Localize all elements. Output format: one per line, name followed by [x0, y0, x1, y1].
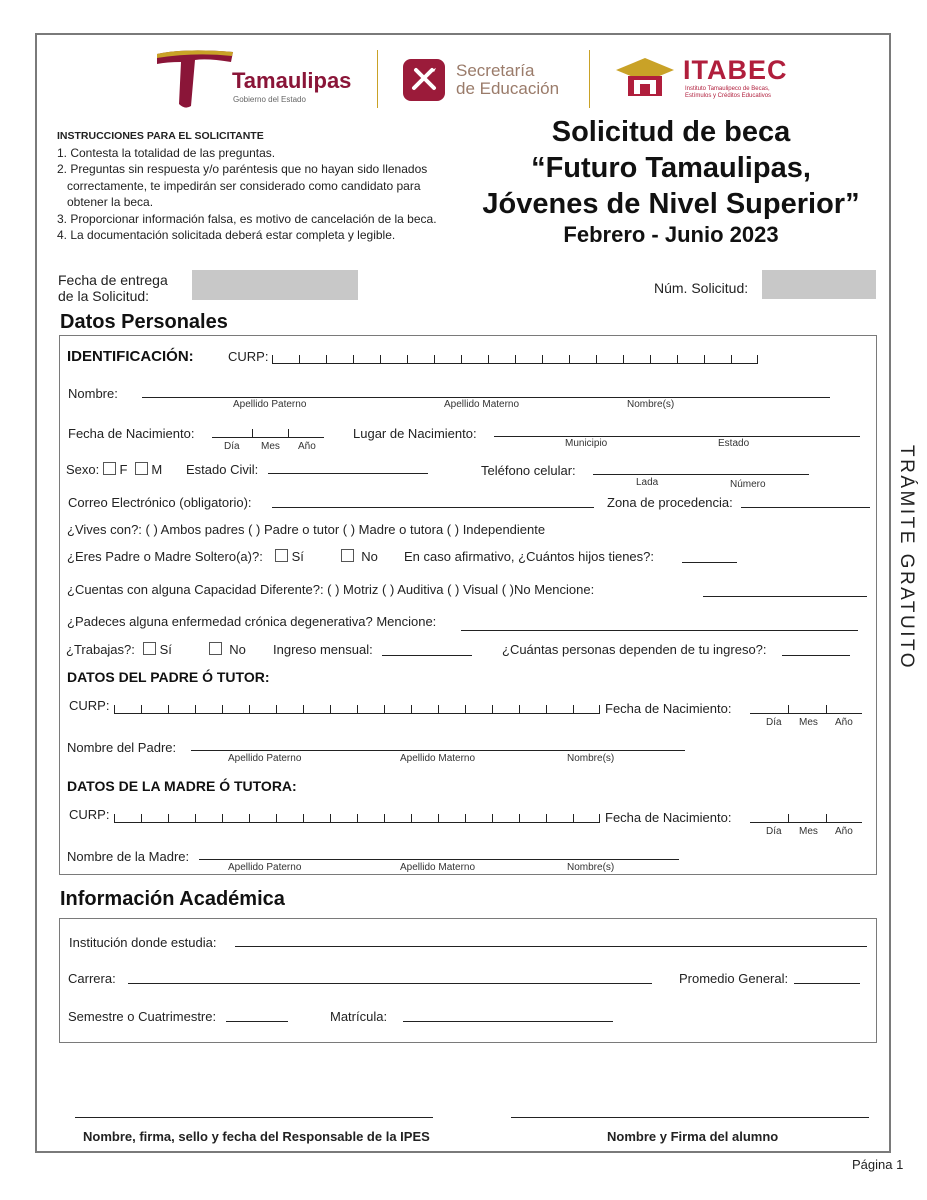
curp-tick [546, 814, 547, 822]
instructions [57, 128, 437, 244]
mother-curp-label: CURP: [69, 807, 110, 822]
curp-tick [249, 814, 250, 822]
civil-status-label: Estado Civil: [186, 462, 259, 477]
secretaria-line2: de Educación [456, 79, 560, 98]
civil-status-input[interactable] [268, 473, 428, 474]
birthdate-input[interactable] [212, 428, 324, 438]
curp-tick [515, 355, 516, 363]
curp-tick [195, 705, 196, 713]
curp-tick [434, 355, 435, 363]
secretaria-logo-icon [402, 58, 446, 102]
no-label: No [361, 549, 378, 564]
curp-tick [465, 705, 466, 713]
curp-tick [492, 814, 493, 822]
curp-tick [299, 355, 300, 363]
curp-tick [114, 705, 115, 713]
state-caption: Estado [718, 438, 750, 449]
secretaria-line1: Secretaría [456, 61, 535, 80]
personal-data-box [59, 335, 877, 875]
curp-tick [330, 814, 331, 822]
institution-label: Institución donde estudia: [69, 935, 217, 950]
curp-tick [573, 814, 574, 822]
ipes-signature-label: Nombre, firma, sello y fecha del Responsable de la IPES [83, 1129, 430, 1144]
form-title [436, 114, 906, 222]
personal-data-heading: Datos Personales [60, 311, 228, 333]
works-no-checkbox[interactable] [209, 642, 222, 655]
origin-zone-label: Zona de procedencia: [607, 495, 733, 510]
curp-tick [222, 814, 223, 822]
dependents-input[interactable] [782, 655, 850, 656]
year-caption: Año [835, 717, 853, 728]
institution-input[interactable] [235, 946, 867, 947]
delivery-label1: Fecha de entrega [58, 272, 168, 288]
works-yes-checkbox[interactable] [143, 642, 156, 655]
curp-tick [380, 355, 381, 363]
mother-heading: DATOS DE LA MADRE Ó TUTORA: [67, 778, 297, 794]
curp-tick [195, 814, 196, 822]
male-label: M [151, 462, 163, 477]
day-caption: Día [766, 826, 782, 837]
itabec-sub2: Estímulos y Créditos Educativos [685, 93, 772, 99]
curp-tick [357, 705, 358, 713]
curp-tick [407, 355, 408, 363]
paternal-surname-caption: Apellido Paterno [228, 862, 302, 873]
curp-tick [276, 814, 277, 822]
dependents-label: ¿Cuántas personas dependen de tu ingreso?: [502, 642, 767, 657]
no-label: No [229, 642, 246, 657]
curp-input[interactable] [272, 354, 758, 364]
birthdate-label: Fecha de Nacimiento: [68, 426, 195, 441]
instructions-title: INSTRUCCIONES PARA EL SOLICITANTE [57, 130, 264, 142]
chronic-disease-label: ¿Padeces alguna enfermedad crónica degenerativa? Mencione: [67, 614, 437, 629]
male-checkbox[interactable] [135, 462, 148, 475]
single-parent-yes[interactable] [275, 549, 304, 564]
curp-tick [330, 705, 331, 713]
curp-tick [677, 355, 678, 363]
curp-tick [384, 814, 385, 822]
curp-tick [599, 705, 600, 713]
itabec-sub [685, 86, 771, 100]
curp-tick [546, 705, 547, 713]
header-divider [589, 50, 590, 108]
father-birthdate-label: Fecha de Nacimiento: [605, 701, 732, 716]
father-curp-label: CURP: [69, 698, 110, 713]
yes-label: Sí [159, 642, 172, 657]
curp-tick [596, 355, 597, 363]
secretaria-name [456, 62, 559, 98]
instruction-item: correctamente, te impedirán ser considerado como candidato para [67, 178, 421, 193]
career-label: Carrera: [68, 971, 116, 986]
student-signature-line[interactable] [511, 1117, 869, 1118]
year-caption: Año [835, 826, 853, 837]
lives-with-question[interactable]: ¿Vives con?: ( ) Ambos padres ( ) Padre o tutor ( ) Madre o tutora ( ) Independiente [67, 522, 546, 537]
number-caption: Número [730, 479, 766, 490]
instruction-item: 2. Preguntas sin respuesta y/o paréntesis que no hayan sido llenados [57, 162, 428, 176]
tamaulipas-sub: Gobierno del Estado [233, 95, 306, 104]
children-count-label: En caso afirmativo, ¿Cuántos hijos tienes?: [404, 549, 655, 564]
children-count-input[interactable] [682, 562, 737, 563]
curp-tick [303, 814, 304, 822]
curp-tick [411, 705, 412, 713]
header-divider [377, 50, 378, 108]
father-birthdate-input[interactable] [750, 704, 862, 714]
curp-tick [438, 814, 439, 822]
maternal-surname-caption: Apellido Materno [400, 753, 476, 764]
given-names-caption: Nombre(s) [567, 753, 615, 764]
curp-tick [599, 814, 600, 822]
name-input[interactable] [142, 397, 830, 398]
curp-tick [573, 705, 574, 713]
email-input[interactable] [272, 507, 594, 508]
month-caption: Mes [799, 717, 818, 728]
instruction-item: obtener la beca. [67, 195, 154, 209]
day-caption: Día [224, 441, 240, 452]
single-parent-no-checkbox[interactable] [341, 549, 354, 562]
curp-tick [650, 355, 651, 363]
curp-tick [276, 705, 277, 713]
mother-birthdate-input[interactable] [750, 813, 862, 823]
curp-tick [222, 705, 223, 713]
father-curp-input[interactable] [114, 704, 600, 714]
curp-tick [326, 355, 327, 363]
yes-label: Sí [291, 549, 304, 564]
father-heading: DATOS DEL PADRE Ó TUTOR: [67, 669, 270, 685]
monthly-income-label: Ingreso mensual: [273, 642, 373, 657]
curp-tick [704, 355, 705, 363]
request-number-label: Núm. Solicitud: [654, 280, 749, 296]
curp-tick [141, 705, 142, 713]
mother-curp-input[interactable] [114, 813, 600, 823]
gpa-input[interactable] [794, 983, 860, 984]
paternal-surname-caption: Apellido Paterno [228, 753, 302, 764]
ipes-signature-line[interactable] [75, 1117, 433, 1118]
paternal-surname-caption: Apellido Paterno [233, 399, 307, 410]
father-name-input[interactable] [191, 750, 685, 751]
curp-tick [488, 355, 489, 363]
gpa-label: Promedio General: [679, 971, 789, 986]
title-line2: “Futuro Tamaulipas, [531, 152, 811, 184]
female-checkbox[interactable] [103, 462, 116, 475]
municipality-caption: Municipio [565, 438, 608, 449]
sex-label [66, 462, 162, 477]
instruction-item: 4. La documentación solicitada deberá estar completa y legible. [57, 228, 396, 242]
curp-tick [303, 705, 304, 713]
given-names-caption: Nombre(s) [567, 862, 615, 873]
side-text: TRÁMITE GRATUITO [896, 445, 917, 671]
delivery-date-label [58, 272, 168, 304]
student-id-input[interactable] [403, 1021, 613, 1022]
curp-tick [465, 814, 466, 822]
itabec-sub1: Instituto Tamaulipeco de Becas, [685, 86, 770, 92]
semester-input[interactable] [226, 1021, 288, 1022]
curp-tick [141, 814, 142, 822]
semester-label: Semestre o Cuatrimestre: [68, 1009, 217, 1024]
month-caption: Mes [799, 826, 818, 837]
curp-tick [623, 355, 624, 363]
career-input[interactable] [128, 983, 652, 984]
disability-question[interactable]: ¿Cuentas con alguna Capacidad Diferente?: ( ) Motriz ( ) Auditiva ( ) Visual ( )No Mencione: [67, 582, 595, 597]
curp-tick [411, 814, 412, 822]
free-procedure-side-label [893, 445, 917, 745]
monthly-income-input[interactable] [382, 655, 472, 656]
given-names-caption: Nombre(s) [627, 399, 675, 410]
month-caption: Mes [261, 441, 280, 452]
identification-heading: IDENTIFICACIÓN: [67, 348, 194, 365]
tamaulipas-name: Tamaulipas [232, 68, 352, 93]
curp-tick [357, 814, 358, 822]
origin-zone-input[interactable] [741, 507, 870, 508]
instruction-item: 1. Contesta la totalidad de las preguntas. [57, 145, 276, 160]
curp-tick [272, 355, 273, 363]
title-line3: Jóvenes de Nivel Superior” [482, 188, 860, 220]
tamaulipas-logo-icon [155, 48, 235, 110]
itabec-name: ITABEC [683, 55, 788, 85]
curp-tick [384, 705, 385, 713]
birthplace-label: Lugar de Nacimiento: [353, 426, 477, 441]
curp-tick [731, 355, 732, 363]
email-label: Correo Electrónico (obligatorio): [68, 495, 252, 510]
curp-tick [168, 814, 169, 822]
curp-tick [542, 355, 543, 363]
mother-birthdate-label: Fecha de Nacimiento: [605, 810, 732, 825]
works-no[interactable] [209, 642, 246, 657]
academic-heading: Información Académica [60, 888, 285, 910]
chronic-disease-input[interactable] [461, 630, 858, 631]
name-label: Nombre: [68, 386, 118, 401]
student-id-label: Matrícula: [330, 1009, 388, 1024]
curp-label: CURP: [228, 349, 269, 364]
single-parent-yes-checkbox[interactable] [275, 549, 288, 562]
request-number-field[interactable] [762, 270, 876, 299]
mother-name-label: Nombre de la Madre: [67, 849, 190, 864]
curp-tick [569, 355, 570, 363]
curp-tick [757, 355, 758, 363]
curp-tick [114, 814, 115, 822]
day-caption: Día [766, 717, 782, 728]
maternal-surname-caption: Apellido Materno [444, 399, 520, 410]
phone-label: Teléfono celular: [481, 463, 576, 478]
works-yes[interactable] [143, 642, 172, 657]
curp-tick [353, 355, 354, 363]
delivery-label2: de la Solicitud: [58, 288, 150, 304]
form-period: Febrero - Junio 2023 [563, 222, 779, 247]
curp-tick [461, 355, 462, 363]
phone-input[interactable] [593, 474, 809, 475]
birthplace-input[interactable] [494, 436, 860, 437]
year-caption: Año [298, 441, 316, 452]
curp-tick [249, 705, 250, 713]
curp-tick [438, 705, 439, 713]
curp-tick [492, 705, 493, 713]
female-label: F [119, 462, 128, 477]
single-parent-no[interactable] [341, 549, 378, 564]
delivery-date-field[interactable] [192, 270, 358, 300]
mother-name-input[interactable] [199, 859, 679, 860]
single-parent-label: ¿Eres Padre o Madre Soltero(a)?: [67, 549, 263, 564]
sex-label-text: Sexo: [66, 462, 100, 477]
disability-input[interactable] [703, 596, 867, 597]
father-name-label: Nombre del Padre: [67, 740, 177, 755]
itabec-logo-icon [614, 56, 676, 104]
area-code-caption: Lada [636, 477, 659, 488]
curp-tick [519, 814, 520, 822]
curp-tick [519, 705, 520, 713]
title-line1: Solicitud de beca [551, 116, 791, 148]
instruction-item: 3. Proporcionar información falsa, es motivo de cancelación de la beca. [57, 211, 437, 226]
works-label: ¿Trabajas?: [66, 642, 135, 657]
student-signature-label: Nombre y Firma del alumno [607, 1129, 779, 1144]
maternal-surname-caption: Apellido Materno [400, 862, 476, 873]
page-number: Página 1 [852, 1157, 904, 1172]
curp-tick [168, 705, 169, 713]
